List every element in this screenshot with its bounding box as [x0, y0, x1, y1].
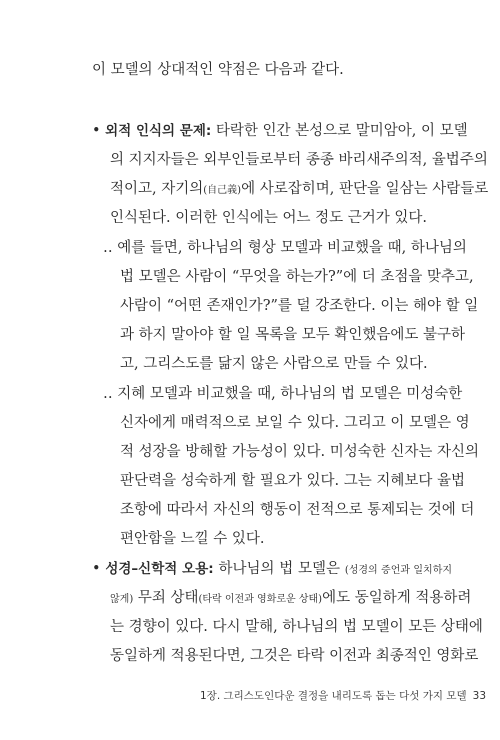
bullet-marker: •: [92, 561, 101, 577]
sub-text: 지혜 모델과 비교했을 때, 하나님의 법 모델은 미성숙한: [117, 386, 463, 402]
parenthetical-note: (타락 이전과 영화로운 상태): [198, 594, 323, 605]
bullet-line: 의 지지자들은 외부인들로부터 종종 바리새주의적, 율법주의: [110, 152, 488, 168]
sub-line: 법 모델은 사람이 “무엇을 하는가?”에 더 초점을 맞추고,: [120, 269, 474, 285]
bullet-text: 무죄 상태: [137, 590, 199, 606]
sub-line: 사람이 “어떤 존재인가?”를 덜 강조한다. 이는 해야 할 일: [120, 298, 479, 314]
sub-line: 적 성장을 방해할 가능성이 있다. 미성숙한 신자는 자신의: [120, 444, 480, 460]
bullet-line: [110, 588, 472, 610]
bullet-text: 에도 동일하게 적용하려: [322, 590, 472, 606]
bullet-text: 하나님의 법 모델은: [218, 561, 341, 577]
sub-text: 예를 들면, 하나님의 형상 모델과 비교했을 때, 하나님의: [117, 240, 467, 256]
sub-marker: ‥: [103, 386, 113, 402]
bullet-title: 성경–신학적 오용:: [105, 561, 214, 577]
page-number: 33: [472, 690, 487, 702]
sub-line: 판단력을 성숙하게 할 필요가 있다. 그는 지혜보다 율법: [120, 473, 466, 489]
bullet-text: 적이고, 자기의: [110, 181, 204, 197]
running-title: 1장. 그리스도인다운 결정을 내리도록 돕는 다섯 가지 모델: [200, 690, 467, 702]
bullet-line: 인식된다. 이러한 인식에는 어느 정도 근거가 있다.: [110, 210, 428, 226]
parenthetical-note: (성경의 증언과 일치하지: [344, 565, 453, 576]
bullet-line: 동일하게 적용된다면, 그것은 타락 이전과 최종적인 영화로: [110, 648, 479, 664]
hanja-annotation: (自己義): [203, 185, 242, 196]
parenthetical-note: 않게): [110, 594, 134, 605]
bullet-external-perception: [92, 121, 468, 141]
sub-item-example: [103, 238, 467, 258]
bullet-line: 는 경향이 있다. 다시 말해, 하나님의 법 모델이 모든 상태에: [110, 619, 483, 635]
sub-line: 신자에게 매력적으로 보일 수 있다. 그리고 이 모델은 영: [120, 415, 470, 431]
bullet-text: 에 사로잡히며, 판단을 일삼는 사람들로: [241, 181, 489, 197]
sub-line: 고, 그리스도를 닮지 않은 사람으로 만들 수 있다.: [120, 356, 428, 372]
sub-line: 과 하지 말아야 할 일 목록을 모두 확인했음에도 불구하: [120, 327, 466, 343]
bullet-marker: •: [92, 123, 101, 139]
sub-item-wisdom: [103, 384, 463, 404]
sub-line: 조항에 따라서 자신의 행동이 전적으로 통제되는 것에 더: [120, 502, 475, 518]
bullet-line: [110, 179, 489, 201]
sub-marker: ‥: [103, 240, 113, 256]
bullet-text: 타락한 인간 본성으로 말미암아, 이 모델: [215, 123, 468, 139]
bullet-biblical-misuse: [92, 559, 452, 581]
page-footer: [200, 688, 487, 703]
bullet-title: 외적 인식의 문제:: [105, 123, 212, 139]
sub-line: 편안함을 느낄 수 있다.: [120, 531, 265, 547]
intro-paragraph: 이 모델의 상대적인 약점은 다음과 같다.: [92, 62, 344, 78]
